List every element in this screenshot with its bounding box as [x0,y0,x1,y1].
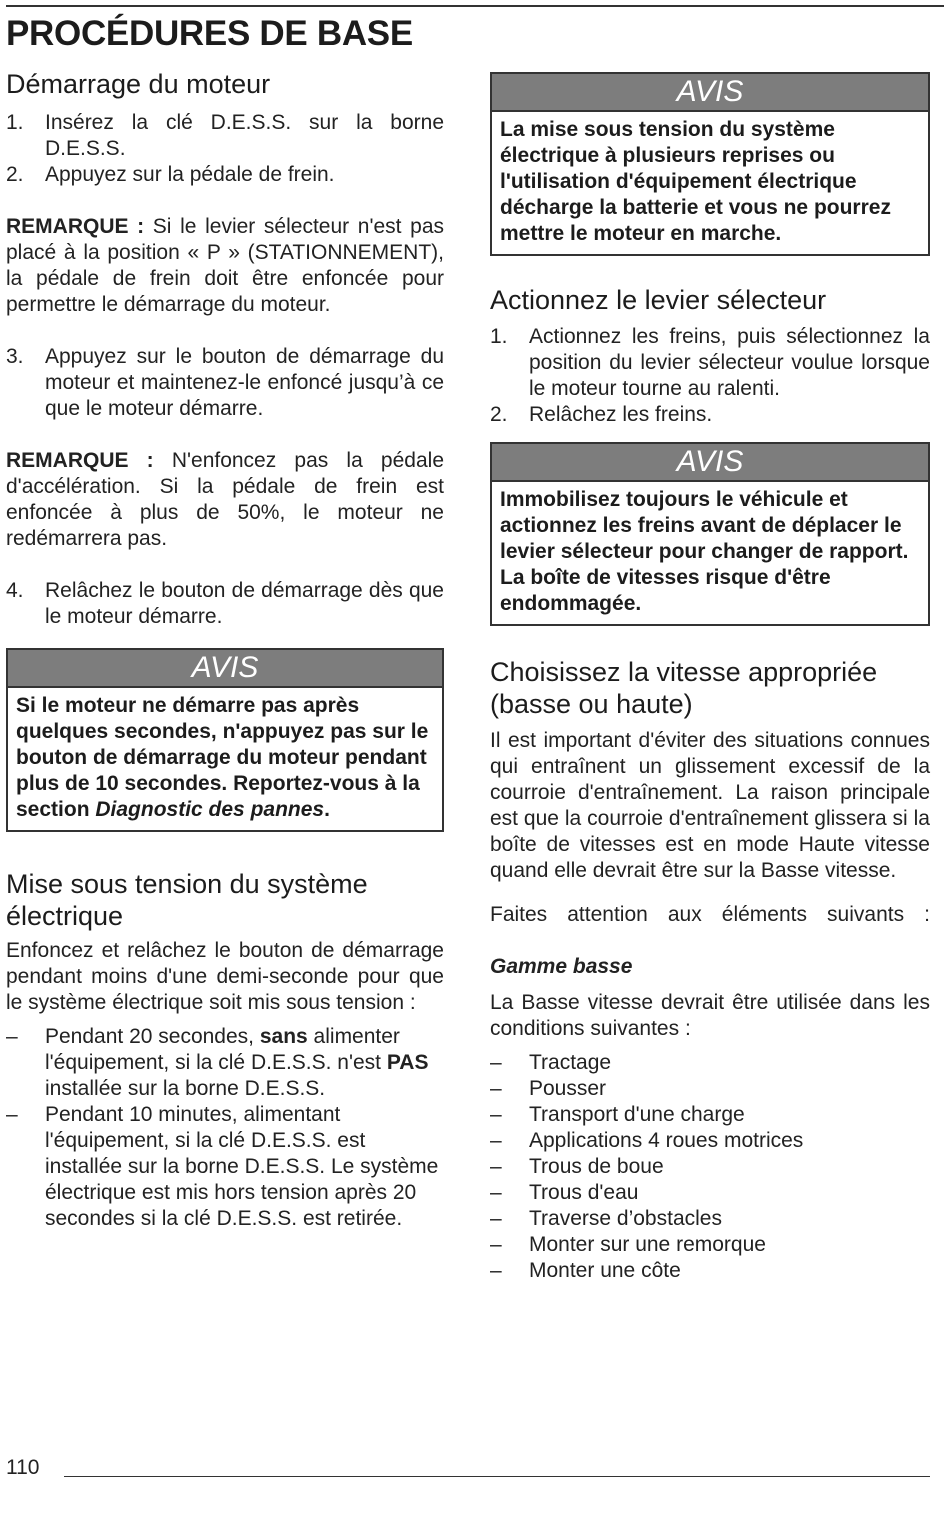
left-column [6,68,444,1232]
list-item: – Tractage [490,1051,612,1074]
list-item: 2. Relâchez les freins. [490,403,713,426]
list-item: 4. Relâchez le bouton de démarrage dès que le moteur démarre. [6,579,444,628]
list-item: – Monter sur une remorque [490,1233,766,1256]
attention-paragraph: Faites attention aux éléments suivants : [490,903,930,926]
right-column [490,72,930,1284]
list-item: 1. Actionnez les freins, puis sélectionnez la position du levier sélecteur voulue lorsque le moteur tourne au ralenti. [490,325,930,400]
notice-title: AVIS [8,650,442,688]
note-label: REMARQUE : [6,449,154,472]
page-title: PROCÉDURES DE BASE [6,14,413,53]
list-item: 2. Appuyez sur la pédale de frein. [6,163,335,186]
start-step-4 [6,578,444,630]
speed-range-heading: Choisissez la vitesse appropriée (basse ou haute) [490,657,878,719]
power-on-heading: Mise sous tension du système électrique [6,869,368,931]
power-on-list [6,1024,444,1232]
list-item: – Pendant 10 minutes, alimentant l'équipement, si la clé D.E.S.S. est installée sur la borne D.E.S.S. Le système électrique est mis hors tension après 20 secondes si la clé D.E.S.S. est retirée. [6,1103,439,1230]
notice-box-start [6,648,444,832]
low-range-intro: La Basse vitesse devrait être utilisée dans les conditions suivantes : [490,991,930,1040]
power-on-intro: Enfoncez et relâchez le bouton de démarrage pendant moins d'une demi-seconde pour que le système électrique soit mis sous tension : [6,939,444,1014]
note-brake: REMARQUE : Si le levier sélecteur n'est pas placé à la position « P » (STATIONNEMENT), la pédale de frein doit être enfoncée pour permettre le démarrage du moteur. [6,215,444,316]
footer-rule [64,1476,930,1477]
low-range-heading: Gamme basse [490,955,633,978]
list-item: – Pousser [490,1077,607,1100]
shift-lever-heading: Actionnez le levier sélecteur [490,285,827,315]
notice-text: Immobilisez toujours le véhicule et actionnez les freins avant de déplacer le levier sélecteur pour changer de rapport. La boîte de vitesses risque d'être endommagée. [500,488,909,615]
low-range-list [490,1050,930,1284]
notice-text: Si le moteur ne démarre pas après quelques secondes, n'appuyez pas sur le bouton de démarrage du moteur pendant plus de 10 secondes. Reportez-vous à la section Diagnostic des pannes. [16,694,429,821]
start-engine-heading: Démarrage du moteur [6,69,271,99]
list-item: – Pendant 20 secondes, sans alimenter l'équipement, si la clé D.E.S.S. n'est PAS installée sur la borne D.E.S.S. [6,1025,429,1100]
list-item: – Monter une côte [490,1259,681,1282]
page-number: 110 [6,1456,40,1479]
start-step-3 [6,344,444,422]
list-item: – Trous de boue [490,1155,664,1178]
list-item: – Applications 4 roues motrices [490,1129,804,1152]
notice-box-battery [490,72,930,256]
cross-reference: Diagnostic des pannes [95,798,325,821]
list-item: 3. Appuyez sur le bouton de démarrage du moteur et maintenez-le enfoncé jusqu’à ce que le moteur démarre. [6,345,444,420]
note-label: REMARQUE : [6,215,145,238]
notice-title: AVIS [492,74,928,112]
list-item: – Transport d'une charge [490,1103,745,1126]
shift-steps-list [490,324,930,428]
top-rule [6,5,944,7]
list-item: – Traverse d’obstacles [490,1207,722,1230]
notice-text: La mise sous tension du système électrique à plusieurs reprises ou l'utilisation d'équipement électrique décharge la batterie et vous ne pourrez mettre le moteur en marche. [500,118,891,245]
note-accelerator: REMARQUE : N'enfoncez pas la pédale d'accélération. Si la pédale de frein est enfoncée à plus de 50%, le moteur ne redémarrera pas. [6,449,444,550]
notice-title: AVIS [492,444,928,482]
list-item: – Trous d'eau [490,1181,639,1204]
list-item: 1. Insérez la clé D.E.S.S. sur la borne D.E.S.S. [6,111,444,160]
notice-box-gear [490,442,930,626]
start-steps-list [6,110,444,188]
speed-range-paragraph: Il est important d'éviter des situations connues qui entraînent un glissement excessif de la courroie d'entraînement. La raison principale est que la courroie d'entraînement glissera si la boîte de vitesses est en mode Haute vitesse quand elle devrait être sur la Basse vitesse. [490,729,930,882]
